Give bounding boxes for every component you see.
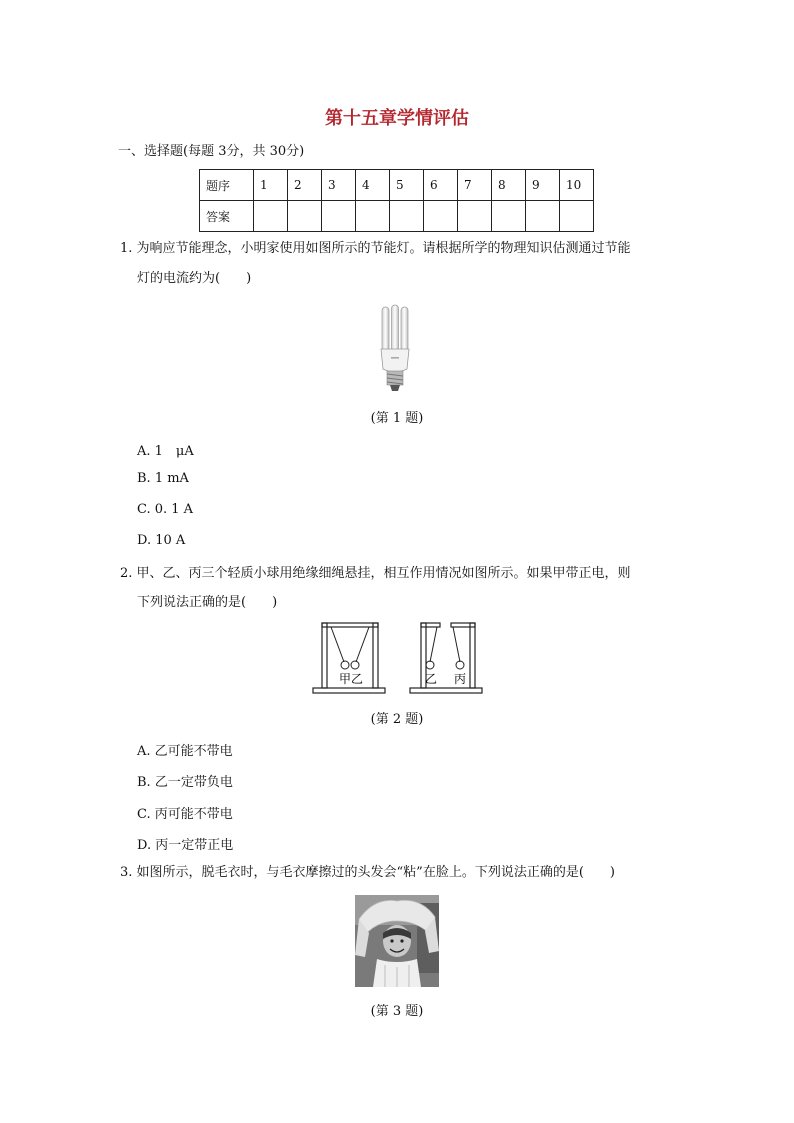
question-2-line1: 2. 甲、乙、丙三个轻质小球用绝缘细绳悬挂，相互作用情况如图所示。如果甲带正电，则	[120, 566, 631, 581]
question-2-option-d[interactable]: D. 丙一定带正电	[137, 838, 234, 853]
charged-balls-diagram	[310, 620, 488, 698]
table-cell: 3	[322, 170, 356, 201]
answer-cell[interactable]	[288, 201, 322, 232]
answer-cell[interactable]	[322, 201, 356, 232]
answer-cell[interactable]	[390, 201, 424, 232]
question-1-option-c[interactable]: C. 0. 1 A	[137, 502, 194, 517]
table-cell: 10	[560, 170, 594, 201]
question-1-option-d[interactable]: D. 10 A	[137, 533, 186, 548]
answer-cell[interactable]	[560, 201, 594, 232]
table-cell: 5	[390, 170, 424, 201]
table-header-cell: 题序	[200, 170, 254, 201]
figure-1-caption: (第 1 题)	[370, 411, 424, 426]
question-2-line2: 下列说法正确的是( )	[137, 595, 278, 610]
table-cell: 1	[254, 170, 288, 201]
question-3-line1: 3. 如图所示，脱毛衣时，与毛衣摩擦过的头发会“粘”在脸上。下列说法正确的是( )	[120, 865, 615, 880]
question-1-option-a[interactable]: A. 1 μA	[137, 444, 194, 459]
ball-label-jia: 甲	[338, 672, 352, 686]
answer-cell[interactable]	[492, 201, 526, 232]
figure-2-caption: (第 2 题)	[370, 712, 424, 727]
answer-table	[199, 169, 594, 232]
table-row	[200, 201, 594, 232]
question-1-option-b[interactable]: B. 1 mA	[137, 471, 189, 486]
section-heading: 一、选择题(每题 3分，共 30分)	[118, 144, 305, 159]
answer-cell[interactable]	[526, 201, 560, 232]
table-row	[200, 170, 594, 201]
question-2-option-b[interactable]: B. 乙一定带负电	[137, 775, 233, 790]
table-cell: 7	[458, 170, 492, 201]
table-cell: 4	[356, 170, 390, 201]
page-title: 第十五章学情评估	[325, 108, 469, 129]
answer-cell[interactable]	[254, 201, 288, 232]
question-2-option-a[interactable]: A. 乙可能不带电	[137, 744, 233, 759]
table-cell: 6	[424, 170, 458, 201]
table-cell: 8	[492, 170, 526, 201]
ball-label-yi: 乙	[424, 672, 438, 686]
table-header-cell: 答案	[200, 201, 254, 232]
table-cell: 9	[526, 170, 560, 201]
answer-cell[interactable]	[424, 201, 458, 232]
question-1-line2: 灯的电流约为( )	[137, 271, 252, 286]
sweater-hair-photo	[355, 895, 439, 987]
question-2-option-c[interactable]: C. 丙可能不带电	[137, 807, 233, 822]
ball-label-bing: 丙	[453, 672, 467, 686]
energy-saving-lamp-image	[372, 303, 418, 395]
question-1-line1: 1. 为响应节能理念，小明家使用如图所示的节能灯。请根据所学的物理知识估测通过节能	[120, 241, 631, 256]
table-cell: 2	[288, 170, 322, 201]
ball-label-yi: 乙	[350, 672, 364, 686]
figure-3-caption: (第 3 题)	[370, 1004, 424, 1019]
answer-cell[interactable]	[356, 201, 390, 232]
answer-cell[interactable]	[458, 201, 492, 232]
